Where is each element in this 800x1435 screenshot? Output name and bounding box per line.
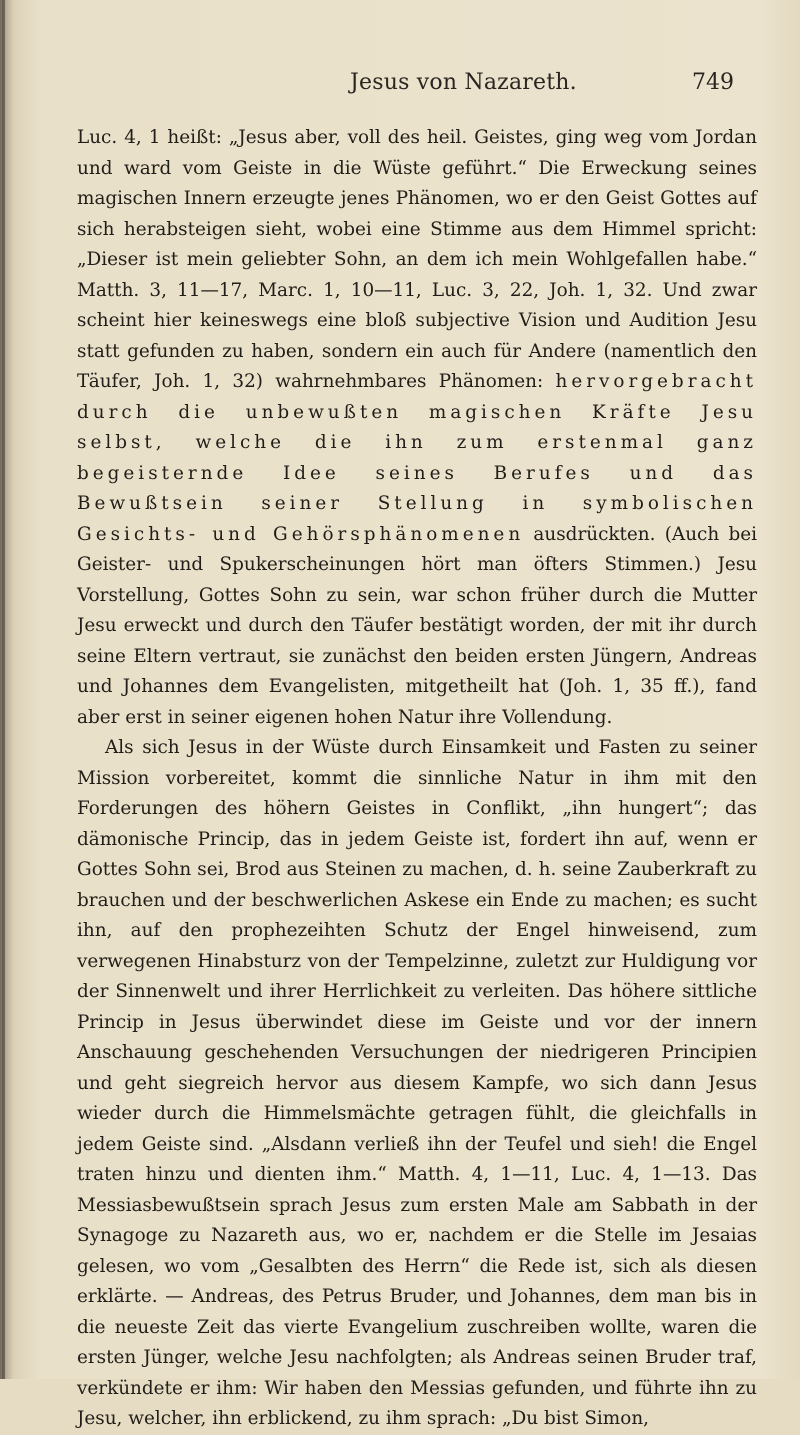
paragraph-2 [77,733,757,1435]
paragraph-1-segment-1: Luc. 4, 1 heißt: „Jesus aber, voll des heil. Geistes, ging weg vom Jordan und ward vom Geiste in die Wüste geführt.“ Die Erweckung seines magischen Innern erzeugte jenes Phänomen, wo er den Geist Gottes auf sich herabsteigen sieht, wobei eine Stimme aus dem Himmel spricht: „Dieser ist mein geliebter Sohn, an dem ich mein Wohlgefallen habe.“ Matth. 3, 11—17, Marc. 1, 10—11, Luc. 3, 22, Joh. 1, 32. Und zwar scheint hier keineswegs eine bloß subjective Vision und Audition Jesu statt gefunden zu haben, sondern ein auch für Andere (namentlich den Täufer, Joh. 1, 32) wahrnehmbares Phänomen: [77,127,757,392]
binding-gutter [2,0,5,1379]
body-text [77,123,757,1435]
running-title: Jesus von Nazareth. [350,70,577,95]
paragraph-1-segment-3: ausdrückten. (Auch bei Geister- und Spukerscheinungen hört man öfters Stimmen.) Jesu Vorstellung, Gottes Sohn zu sein, war schon früher durch die Mutter Jesu erweckt und durch den Täufer bestätigt worden, der mit ihr durch seine Eltern vertraut, sie zunächst den beiden ersten Jüngern, Andreas und Johannes dem Evangelisten, mitgetheilt hat (Joh. 1, 35 ff.), fand aber erst in seiner eigenen hohen Natur ihre Vollendung. [77,523,757,728]
paragraph-1-spaced-emphasis: hervorgebracht durch die unbewußten magischen Kräfte Jesu selbst, welche die ihn zum erstenmal ganz begeisternde Idee seines Berufes und das Bewußtsein seiner Stellung in symbolischen Gesichts- und Gehörsphänomenen [77,371,757,545]
paragraph-1 [77,123,757,733]
paragraph-2-segment-1: Als sich Jesus in der Wüste durch Einsamkeit und Fasten zu seiner Mission vorbereitet, kommt die sinnliche Natur in ihm mit den Forderungen des höhern Geistes in Conflikt, „ihn hungert“; das dämonische Princip, das in jedem Geiste ist, fordert ihn auf, wenn er Gottes Sohn sei, Brod aus Steinen zu machen, d. h. seine Zauberkraft zu brauchen und der beschwerlichen Askese ein Ende zu machen; es sucht ihn, auf den prophezeihten Schutz der Engel hinweisend, zum verwegenen Hinabsturz von der Tempelzinne, zuletzt zur Huldigung vor der Sinnenwelt und ihrer Herrlichkeit zu verleiten. Das höhere sittliche Princip in Jesus überwindet diese im Geiste und vor der innern Anschauung geschehenden Versuchungen der niedrigeren Principien und geht siegreich hervor aus diesem Kampfe, wo sich dann Jesus wieder durch die Himmelsmächte getragen fühlt, die gleichfalls in jedem Geiste sind. „Alsdann verließ ihn der Teufel und sieh! die Engel traten hinzu und dienten ihm.“ Matth. 4, 1—11, Luc. 4, 1—13. Das Messiasbewußtsein sprach Jesus zum ersten Male am Sabbath in der Synagoge zu Nazareth aus, wo er, nachdem er die Stelle im Jesaias gelesen, wo vom „Gesalbten des Herrn“ die Rede ist, sich als diesen erklärte. — Andreas, des Petrus Bruder, und Johannes, dem man bis in die neueste Zeit das vierte Evangelium zuschreiben wollte, waren die ersten Jünger, welche Jesu nachfolgten; als Andreas seinen Bruder traf, verkündete er ihm: Wir haben den Messias gefunden, und führte ihn zu Jesu, welcher, ihn erblickend, zu ihm sprach: „Du bist Simon, [77,737,757,1429]
page-number: 749 [692,70,734,95]
